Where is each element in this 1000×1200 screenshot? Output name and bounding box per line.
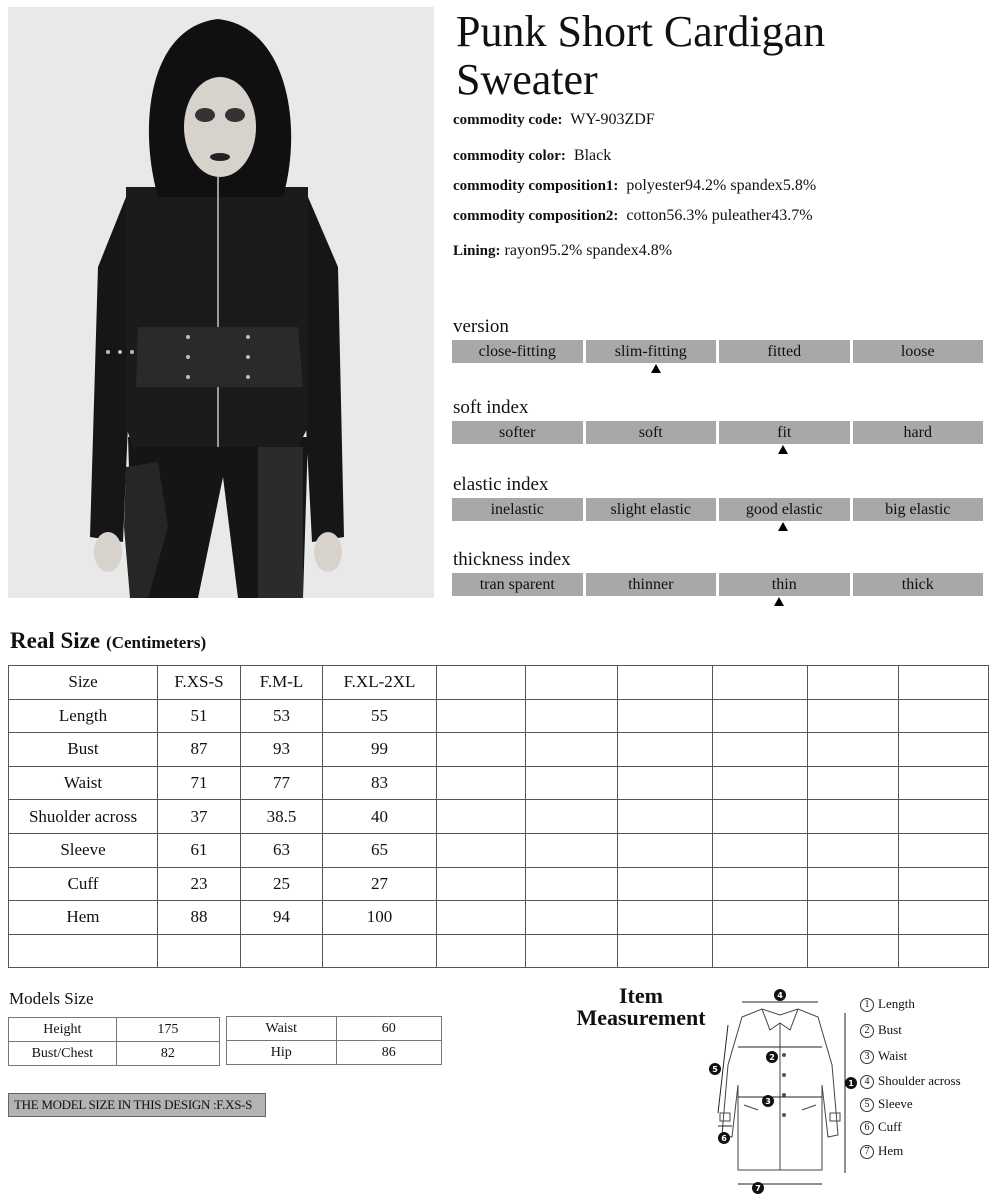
attr-label: commodity composition1:: [453, 178, 619, 194]
table-cell: 88: [158, 901, 241, 935]
table-cell: [526, 733, 618, 767]
table-cell: [618, 833, 713, 867]
thickness-index-option: thin: [719, 573, 850, 596]
thickness-index-option: tran sparent: [452, 573, 583, 596]
table-cell: 100: [323, 901, 437, 935]
legend-label: Shoulder across: [878, 1073, 961, 1088]
models-size-table-left: [8, 1017, 220, 1066]
table-cell: [618, 733, 713, 767]
table-cell: [437, 867, 526, 901]
table-cell: 23: [158, 867, 241, 901]
table-cell: [437, 934, 526, 968]
legend-label: Sleeve: [878, 1096, 913, 1111]
version-scale: [452, 340, 983, 363]
svg-text:4: 4: [777, 991, 783, 1000]
table-cell: Waist: [9, 766, 158, 800]
legend-item-bust: [860, 1022, 902, 1038]
table-cell: [618, 867, 713, 901]
table-cell: Bust: [9, 733, 158, 767]
elastic-index-option: slight elastic: [586, 498, 717, 521]
thickness-index-option: thinner: [586, 573, 717, 596]
svg-text:1: 1: [848, 1079, 854, 1088]
table-cell: 93: [241, 733, 323, 767]
attr-composition1: [453, 176, 816, 196]
table-row: [9, 867, 989, 901]
legend-label: Hem: [878, 1143, 904, 1158]
table-cell: [713, 699, 808, 733]
real-size-heading: [10, 628, 206, 654]
elastic-index-option: good elastic: [719, 498, 850, 521]
table-cell: 175: [116, 1018, 219, 1042]
attr-value: cotton56.3% puleather43.7%: [626, 207, 813, 224]
table-cell: 94: [241, 901, 323, 935]
table-cell: 77: [241, 766, 323, 800]
table-cell: Sleeve: [9, 833, 158, 867]
table-cell: 25: [241, 867, 323, 901]
attr-value: WY-903ZDF: [570, 111, 655, 128]
table-cell: [526, 800, 618, 834]
table-row: [9, 934, 989, 968]
table-cell: [437, 800, 526, 834]
legend-number: 4: [860, 1075, 874, 1089]
table-cell: Hip: [227, 1041, 337, 1065]
soft-index-option: soft: [586, 421, 717, 444]
table-cell: [526, 901, 618, 935]
attr-label: commodity code:: [453, 112, 563, 128]
table-cell: 55: [323, 699, 437, 733]
attr-value: polyester94.2% spandex5.8%: [626, 177, 817, 194]
table-cell: 99: [323, 733, 437, 767]
table-cell: [526, 867, 618, 901]
soft-index-option: hard: [853, 421, 984, 444]
item-measurement-title-line1: Item: [619, 983, 663, 1008]
svg-text:3: 3: [765, 1097, 771, 1106]
table-cell: [899, 934, 989, 968]
attr-lining: [453, 241, 672, 261]
table-cell: [618, 666, 713, 700]
table-cell: 87: [158, 733, 241, 767]
table-cell: F.M-L: [241, 666, 323, 700]
table-cell: Size: [9, 666, 158, 700]
elastic-index-option: big elastic: [853, 498, 984, 521]
elastic-index-option: inelastic: [452, 498, 583, 521]
table-cell: [618, 766, 713, 800]
table-cell: [323, 934, 437, 968]
svg-text:2: 2: [769, 1053, 775, 1062]
legend-item-shoulder-across: [860, 1073, 961, 1089]
legend-number: 2: [860, 1024, 874, 1038]
thickness-index-selected-marker-icon: [774, 597, 784, 606]
product-title-line1: Punk Short Cardigan: [456, 7, 826, 56]
table-cell: [526, 766, 618, 800]
legend-number: 5: [860, 1098, 874, 1112]
legend-number: 6: [860, 1121, 874, 1135]
attr-label: commodity composition2:: [453, 208, 619, 224]
svg-text:7: 7: [755, 1184, 761, 1193]
table-cell: [241, 934, 323, 968]
table-cell: 37: [158, 800, 241, 834]
soft-index-label: soft index: [453, 397, 529, 418]
table-cell: [808, 800, 899, 834]
attr-commodity-code: [453, 110, 655, 130]
table-cell: 51: [158, 699, 241, 733]
table-row: [9, 901, 989, 935]
table-cell: [437, 766, 526, 800]
legend-number: 1: [860, 998, 874, 1012]
garment-measurement-diagram: [700, 985, 860, 1195]
thickness-index-label: thickness index: [453, 549, 571, 570]
table-cell: Bust/Chest: [9, 1042, 117, 1066]
table-cell: 63: [241, 833, 323, 867]
soft-index-scale: [452, 421, 983, 444]
table-cell: [526, 833, 618, 867]
table-row: [9, 733, 989, 767]
table-cell: [713, 666, 808, 700]
table-cell: [899, 800, 989, 834]
legend-label: Cuff: [878, 1119, 902, 1134]
table-cell: [713, 867, 808, 901]
table-row: [9, 1042, 220, 1066]
attr-commodity-color: [453, 146, 611, 166]
table-cell: [808, 766, 899, 800]
legend-item-hem: [860, 1143, 903, 1159]
table-cell: [437, 733, 526, 767]
thickness-index-scale: [452, 573, 983, 596]
table-cell: [713, 934, 808, 968]
table-row: [227, 1041, 442, 1065]
version-option: close-fitting: [452, 340, 583, 363]
table-cell: Height: [9, 1018, 117, 1042]
table-cell: 40: [323, 800, 437, 834]
product-title-line2: Sweater: [456, 55, 598, 104]
size-table: [8, 665, 989, 968]
table-cell: [526, 666, 618, 700]
table-cell: [713, 901, 808, 935]
legend-item-cuff: [860, 1119, 902, 1135]
elastic-index-scale: [452, 498, 983, 521]
table-row: [9, 833, 989, 867]
models-size-table-right: [226, 1016, 442, 1065]
table-cell: Waist: [227, 1017, 337, 1041]
table-cell: 82: [116, 1042, 219, 1066]
item-measurement-title-line2: Measurement: [576, 1005, 706, 1030]
table-cell: Shuolder across: [9, 800, 158, 834]
legend-item-length: [860, 996, 915, 1012]
models-size-title: Models Size: [9, 989, 94, 1008]
version-label: version: [453, 316, 509, 337]
legend-number: 3: [860, 1050, 874, 1064]
table-cell: [899, 901, 989, 935]
table-cell: Cuff: [9, 867, 158, 901]
legend-label: Length: [878, 996, 915, 1011]
product-title: [456, 8, 976, 104]
table-cell: [618, 800, 713, 834]
table-cell: 60: [336, 1017, 441, 1041]
thickness-index-option: thick: [853, 573, 984, 596]
table-cell: [899, 766, 989, 800]
table-row: [9, 699, 989, 733]
table-row: [9, 1018, 220, 1042]
version-option: slim-fitting: [586, 340, 717, 363]
table-cell: [437, 901, 526, 935]
table-cell: 65: [323, 833, 437, 867]
table-cell: 86: [336, 1041, 441, 1065]
table-cell: [899, 867, 989, 901]
table-cell: F.XL-2XL: [323, 666, 437, 700]
table-cell: [437, 833, 526, 867]
table-cell: 83: [323, 766, 437, 800]
table-cell: 38.5: [241, 800, 323, 834]
table-cell: [618, 901, 713, 935]
table-cell: [713, 766, 808, 800]
soft-index-option: fit: [719, 421, 850, 444]
size-table-header-row: [9, 666, 989, 700]
table-cell: [9, 934, 158, 968]
legend-label: Waist: [878, 1048, 908, 1063]
attr-label: Lining:: [453, 243, 501, 259]
table-cell: 71: [158, 766, 241, 800]
table-cell: [899, 699, 989, 733]
attr-value: rayon95.2% spandex4.8%: [504, 242, 673, 259]
table-row: [9, 766, 989, 800]
table-cell: [808, 901, 899, 935]
table-cell: [713, 800, 808, 834]
table-row: [9, 800, 989, 834]
table-cell: [808, 867, 899, 901]
attr-value: Black: [573, 147, 612, 164]
table-cell: 53: [241, 699, 323, 733]
soft-index-selected-marker-icon: [778, 445, 788, 454]
version-option: loose: [853, 340, 984, 363]
legend-item-sleeve: [860, 1096, 913, 1112]
table-cell: 61: [158, 833, 241, 867]
table-cell: [526, 699, 618, 733]
table-cell: [808, 934, 899, 968]
real-size-unit: (Centimeters): [106, 633, 207, 652]
table-cell: [899, 666, 989, 700]
table-cell: [437, 699, 526, 733]
table-cell: [808, 666, 899, 700]
model-size-note: THE MODEL SIZE IN THIS DESIGN :F.XS-S: [8, 1093, 266, 1117]
svg-text:5: 5: [712, 1065, 718, 1074]
svg-text:6: 6: [721, 1134, 727, 1143]
attr-composition2: [453, 206, 813, 226]
table-cell: [713, 833, 808, 867]
legend-label: Bust: [878, 1022, 902, 1037]
table-cell: [899, 833, 989, 867]
product-photo: [8, 7, 434, 598]
version-selected-marker-icon: [651, 364, 661, 373]
table-cell: [158, 934, 241, 968]
table-cell: F.XS-S: [158, 666, 241, 700]
table-cell: Length: [9, 699, 158, 733]
elastic-index-label: elastic index: [453, 474, 549, 495]
table-cell: [526, 934, 618, 968]
table-cell: [808, 733, 899, 767]
legend-item-waist: [860, 1048, 907, 1064]
table-cell: [437, 666, 526, 700]
real-size-title: Real Size: [10, 628, 101, 653]
table-row: [227, 1017, 442, 1041]
table-cell: 27: [323, 867, 437, 901]
elastic-index-selected-marker-icon: [778, 522, 788, 531]
table-cell: Hem: [9, 901, 158, 935]
table-cell: [808, 699, 899, 733]
table-cell: [899, 733, 989, 767]
table-cell: [713, 733, 808, 767]
table-cell: [618, 699, 713, 733]
legend-number: 7: [860, 1145, 874, 1159]
version-option: fitted: [719, 340, 850, 363]
table-cell: [618, 934, 713, 968]
table-cell: [808, 833, 899, 867]
soft-index-option: softer: [452, 421, 583, 444]
attr-label: commodity color:: [453, 148, 566, 164]
